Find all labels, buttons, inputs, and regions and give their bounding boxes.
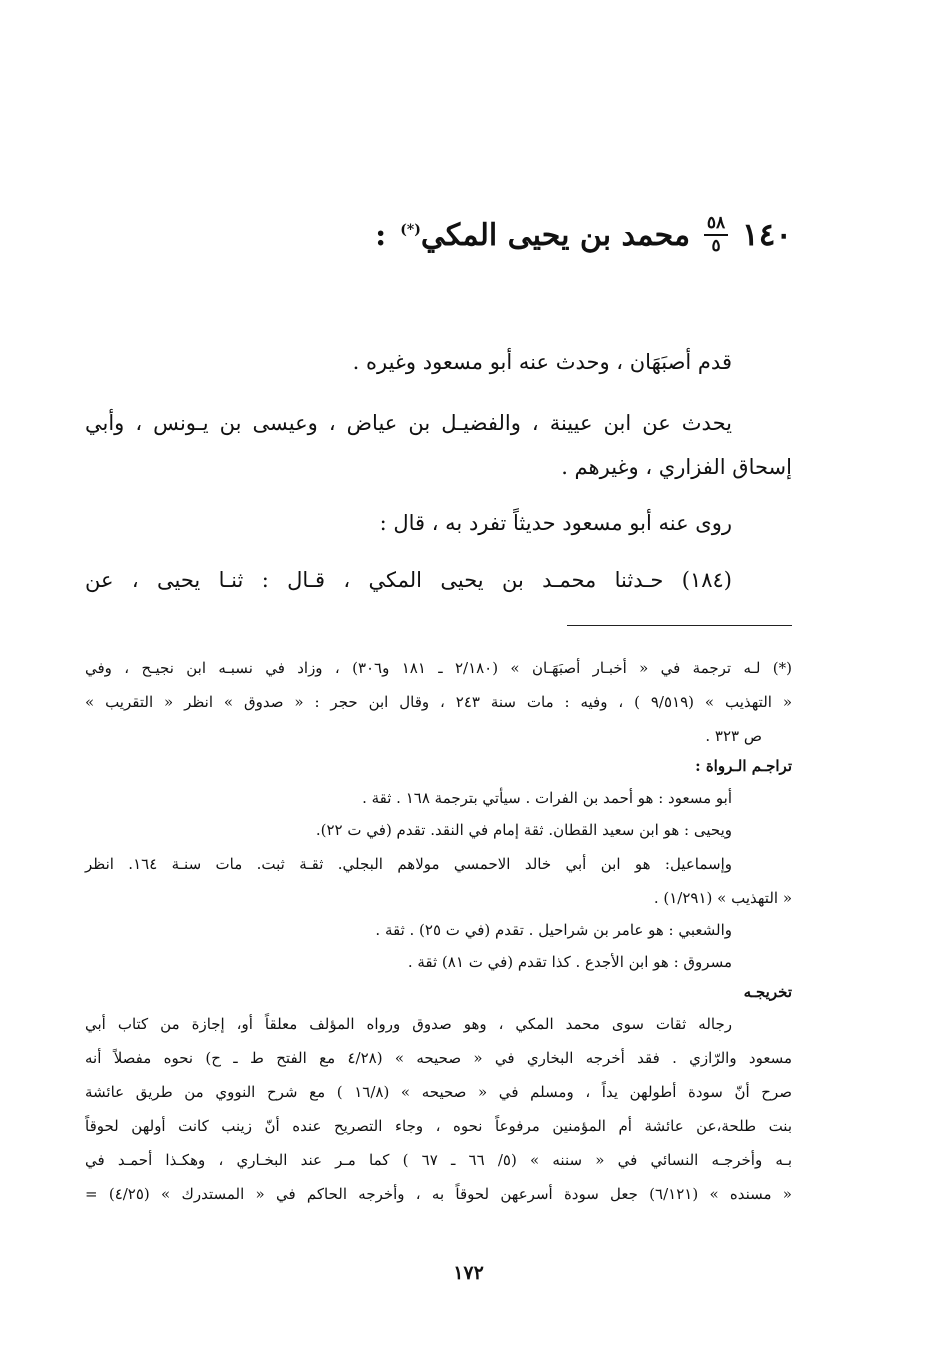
body-line-1: قدم أصبَهَان ، وحدث عنه أبو مسعود وغيره . xyxy=(352,350,732,374)
heading-colon: : xyxy=(375,217,387,253)
narrator-line: مسروق : هو ابن الأجدع . كذا تقدم (في ت ٨١) ثقة . xyxy=(407,953,732,971)
narrator-line: « التهذيب » (١/٢٩١) . xyxy=(653,889,792,907)
entry-name: محمد بن يحيى المكي(*) xyxy=(400,217,691,253)
takhrij-line: « مسنده » (٦/١٢١) جعل سودة أسرعهن لحوقاً به ، وأخرجه الحاكم في « المستدرك » (٤/٢٥) = xyxy=(85,1185,792,1203)
takhrij-line: بنت طلحة،عن عائشة أم المؤمنين مرفوعاً نحوه ، وجاء التصريح عنده أنّ زينب كانت أولهن لحوقاً xyxy=(85,1117,792,1135)
entry-number: ١٤٠ xyxy=(742,217,792,253)
body-line-3: إسحاق الفزاري ، وغيرهم . xyxy=(561,455,792,479)
body-line-4: روى عنه أبو مسعود حديثاً تفرد به ، قال : xyxy=(379,511,732,535)
entry-heading xyxy=(232,205,792,265)
narrator-line: ويحيى : هو ابن سعيد القطان. ثقة إمام في النقد. تقدم (في ت ٢٢). xyxy=(315,821,732,839)
body-line-2: يحدث عن ابن عيينة ، والفضيـل بن عياض ، وعيسى بن يـونس ، وأبي xyxy=(85,411,732,435)
narrators-heading: تراجـم الـرواة : xyxy=(695,757,792,775)
body-line-5: (١٨٤) حـدثنا محمـد بن يحيى المكي ، قـال : ثنـا يحيى ، عن xyxy=(85,568,732,592)
narrator-line: وإسماعيل: هو ابن أبي خالد الاحمسي مولاهم البجلي. ثقـة ثبت. مات سنـة ١٦٤. انظر xyxy=(85,855,733,873)
footnote-line-1: (*) لـه ترجمة في « أخبـار أصبَهَـان » (٢/١٨٠ ـ ١٨١ و٣٠٦) ، وزاد في نسبـه ابن نجيـح ، وفي xyxy=(85,659,792,677)
takhrij-line: مسعود والرّازي . فقد أخرجه البخاري في « صحيحه » (٤/٢٨ مع الفتح ط ـ ح) نحوه مفصلاً أنه xyxy=(85,1049,792,1067)
fraction-numerator: ٥٨ xyxy=(706,213,726,233)
narrator-line: والشعبي : هو عامر بن شراحيل . تقدم (في ت ٢٥) . ثقة . xyxy=(375,921,732,939)
fraction-denominator: ٥ xyxy=(711,236,721,256)
footnote-line-2: « التهذيب » (٩/٥١٩ ) ، وفيه : مات سنة ٢٤٣ ، وقال ابن حجر : « صدوق » انظر « التقريب » xyxy=(85,693,793,711)
takhrij-line: صرح أنّ سودة أطولهن يداً ، ومسلم في « صحيحه » (١٦/٨ ) مع شرح النووي من طريق عائشة xyxy=(85,1083,792,1101)
footnote-separator xyxy=(567,625,792,626)
footnote-line-3: ص ٣٢٣ . xyxy=(705,727,762,745)
takhrij-line: رجاله ثقات سوى محمد المكي ، وهو صدوق ورواه المؤلف معلقاً أو، إجازة من كتاب أبي xyxy=(85,1015,732,1033)
footnote-marker: (*) xyxy=(400,221,421,238)
volume-page-fraction xyxy=(704,215,728,255)
page-number: ١٧٢ xyxy=(453,1262,484,1284)
narrator-line: أبو مسعود : هو أحمد بن الفرات . سيأتي بترجمة ١٦٨ . ثقة . xyxy=(362,789,732,807)
takhrij-line: بـه وأخرجـه النسائي في « سننه » (٥/ ٦٦ ـ ٦٧ ) كما مـر عند البخـاري ، وهكـذا أحمـد في xyxy=(85,1151,793,1169)
takhrij-heading: تخريجـه xyxy=(743,983,792,1001)
